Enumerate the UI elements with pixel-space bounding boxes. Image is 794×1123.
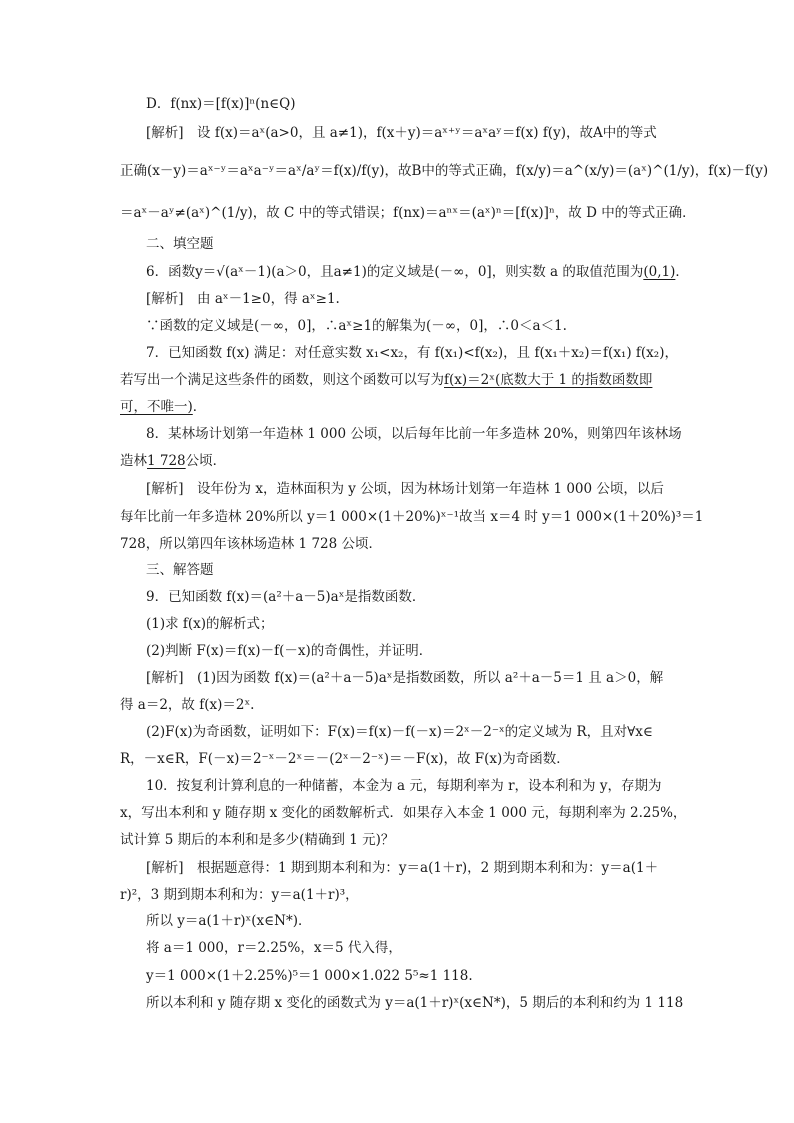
question-8-line-1: 8．某林场计划第一年造林 1 000 公顷，以后每年比前一年多造林 20%，则第四年该林场 <box>146 426 682 442</box>
answer-8: 1 728 <box>147 453 186 469</box>
section-heading-fill-in: 二、填空题 <box>146 236 214 252</box>
option-d: D．f(nx)＝[f(x)]ⁿ(n∈Q) <box>146 96 296 112</box>
analysis-10-line-1: [解析] 根据题意得：1 期到期本利和为：y＝a(1＋r)，2 期到期本利和为：y＝a(1＋ <box>146 860 659 876</box>
analysis-10-line-3: 所以 y＝a(1＋r)ˣ(x∈N*)． <box>146 913 312 929</box>
analysis-9-line-3: (2)F(x)为奇函数，证明如下：F(x)＝f(x)－f(－x)＝2ˣ－2⁻ˣ的定义域为 R，且对∀x∈ <box>146 724 653 740</box>
analysis-6-line-2: ∵函数的定义域是(－∞，0]，∴aˣ≥1的解集为(－∞，0]，∴0＜a＜1. <box>146 318 567 334</box>
analysis-8-line-2: 每年比前一年多造林 20%所以 y＝1 000×(1＋20%)ˣ⁻¹故当 x＝4 时 y＝1 000×(1＋20%)³＝1 <box>120 509 704 525</box>
question-9-part-2: (2)判断 F(x)＝f(x)－f(－x)的奇偶性，并证明． <box>146 643 433 659</box>
question-6: 6．函数y＝√(aˣ－1)(a＞0，且a≠1)的定义域是(－∞，0]，则实数 a 的取值范围为(0,1)． <box>146 264 689 280</box>
question-10-line-2: x，写出本利和 y 随存期 x 变化的函数解析式．如果存入本金 1 000 元，每期利率为 2.25%， <box>120 805 687 821</box>
analysis-5-line-3: ＝aˣ－aʸ≠(aˣ)^(1/y)，故 C 中的等式错误；f(nx)＝aⁿˣ＝(aˣ)ⁿ＝[f(x)]ⁿ，故 D 中的等式正确． <box>120 205 696 221</box>
analysis-5-line-1: [解析] 设 f(x)＝aˣ(a>0，且 a≠1)，f(x＋y)＝aˣ⁺ʸ＝aˣaʸ＝f(x) f(y)，故A中的等式 <box>146 125 657 141</box>
question-10-line-3: 试计算 5 期后的本利和是多少(精确到 1 元)？ <box>120 832 395 848</box>
question-9: 9．已知函数 f(x)＝(a²＋a－5)aˣ是指数函数． <box>146 589 426 605</box>
question-9-part-1: (1)求 f(x)的解析式； <box>146 616 274 632</box>
analysis-6-line-1: [解析] 由 aˣ－1≥0，得 aˣ≥1. <box>146 291 340 307</box>
analysis-10-line-2: r)²，3 期到期本利和为：y＝a(1＋r)³， <box>120 887 359 903</box>
section-heading-solutions: 三、解答题 <box>146 562 214 578</box>
answer-7-part-1: f(x)＝2ˣ(底数大于 1 的指数函数即 <box>444 372 653 388</box>
answer-6: (0,1) <box>643 264 676 280</box>
analysis-10-line-4: 将 a＝1 000，r＝2.25%，x＝5 代入得， <box>146 940 402 956</box>
analysis-5-line-2: 正确(x－y)＝aˣ⁻ʸ＝aˣa⁻ʸ＝aˣ/aʸ＝f(x)/f(y)，故B中的等式正确，f(x/y)＝a^(x/y)＝(aˣ)^(1/y)，f(x)－f(y) <box>120 163 769 179</box>
question-10-line-1: 10．按复利计算利息的一种储蓄，本金为 a 元，每期利率为 r，设本利和为 y，存期为 <box>146 778 662 794</box>
analysis-9-line-2: 得 a＝2，故 f(x)＝2ˣ. <box>120 697 255 713</box>
question-7-line-3: 可，不唯一)． <box>120 399 207 415</box>
analysis-8-line-1: [解析] 设年份为 x，造林面积为 y 公顷，因为林场计划第一年造林 1 000 公顷，以后 <box>146 481 664 497</box>
question-7-line-2: 若写出一个满足这些条件的函数，则这个函数可以写为f(x)＝2ˣ(底数大于 1 的指数函数即 <box>120 372 653 388</box>
analysis-9-line-1: [解析] (1)因为函数 f(x)＝(a²＋a－5)aˣ是指数函数，所以 a²＋a－5＝1 且 a＞0，解 <box>146 670 664 686</box>
question-8-line-2: 造林1 728公顷． <box>120 453 227 469</box>
analysis-8-line-3: 728，所以第四年该林场造林 1 728 公顷． <box>120 536 382 552</box>
analysis-9-line-4: R，－x∈R，F(－x)＝2⁻ˣ－2ˣ＝－(2ˣ－2⁻ˣ)＝－F(x)，故 F(x)为奇函数． <box>120 751 570 767</box>
analysis-10-line-6: 所以本利和 y 随存期 x 变化的函数式为 y＝a(1＋r)ˣ(x∈N*)，5 期后的本利和约为 1 118 <box>146 995 684 1011</box>
question-7-line-1: 7．已知函数 f(x) 满足：对任意实数 x₁<x₂，有 f(x₁)<f(x₂)，且 f(x₁＋x₂)＝f(x₁) f(x₂)， <box>146 345 678 361</box>
answer-7-part-2: 可，不唯一) <box>120 399 193 415</box>
analysis-10-line-5: y＝1 000×(1＋2.25%)⁵＝1 000×1.022 5⁵≈1 118. <box>146 968 473 984</box>
